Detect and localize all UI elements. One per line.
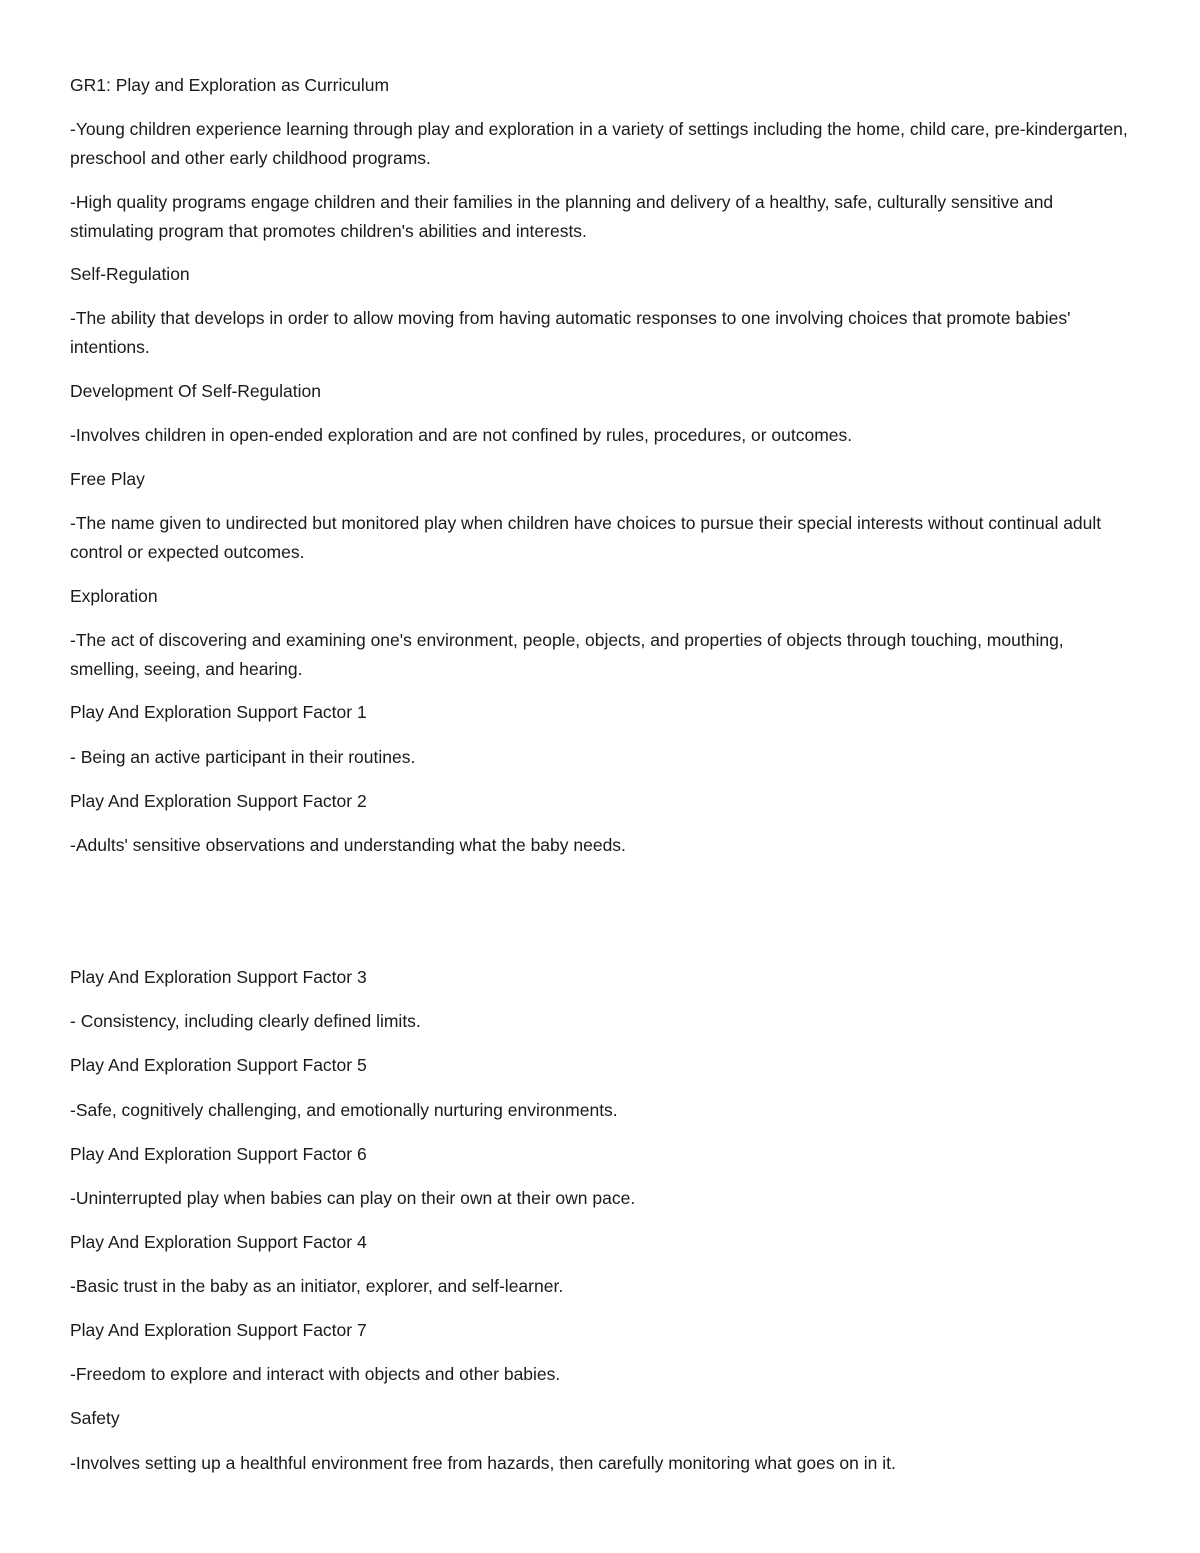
document-title: GR1: Play and Exploration as Curriculum (70, 75, 390, 95)
term-heading: Play And Exploration Support Factor 6 (70, 1144, 367, 1164)
paragraph: -Safe, cognitively challenging, and emotionally nurturing environments. (70, 1100, 618, 1120)
paragraph: -Freedom to explore and interact with objects and other babies. (70, 1364, 561, 1384)
paragraph: -The ability that develops in order to allow moving from having automatic responses to one involving choices that promote babies' intentions. (70, 308, 1071, 357)
paragraph: -Basic trust in the baby as an initiator, explorer, and self-learner. (70, 1276, 564, 1296)
paragraph: -Young children experience learning through play and exploration in a variety of settings including the home, child care, pre-kindergarten, preschool and other early childhood programs. (70, 119, 1128, 168)
term-heading: Free Play (70, 469, 145, 489)
term-heading: Development Of Self-Regulation (70, 381, 321, 401)
paragraph: -High quality programs engage children and their families in the planning and delivery of a healthy, safe, culturally sensitive and stimulating program that promotes children's abilities and interests. (70, 192, 1054, 241)
paragraph: -The act of discovering and examining one's environment, people, objects, and properties of objects through touching, mouthing, smelling, seeing, and hearing. (70, 630, 1064, 679)
paragraph: - Being an active participant in their routines. (70, 747, 416, 767)
term-heading: Safety (70, 1408, 120, 1428)
term-heading: Exploration (70, 586, 158, 606)
term-heading: Play And Exploration Support Factor 7 (70, 1320, 367, 1340)
paragraph: -Involves setting up a healthful environment free from hazards, then carefully monitoring what goes on in it. (70, 1453, 896, 1473)
term-heading: Play And Exploration Support Factor 5 (70, 1055, 367, 1075)
term-heading: Play And Exploration Support Factor 1 (70, 702, 367, 722)
term-heading: Self-Regulation (70, 264, 190, 284)
term-heading: Play And Exploration Support Factor 4 (70, 1232, 367, 1252)
paragraph: -The name given to undirected but monitored play when children have choices to pursue their special interests without continual adult control or expected outcomes. (70, 513, 1102, 562)
term-heading: Play And Exploration Support Factor 3 (70, 967, 367, 987)
paragraph: -Adults' sensitive observations and understanding what the baby needs. (70, 835, 626, 855)
term-heading: Play And Exploration Support Factor 2 (70, 791, 367, 811)
paragraph: -Uninterrupted play when babies can play on their own at their own pace. (70, 1188, 636, 1208)
paragraph: - Consistency, including clearly defined limits. (70, 1011, 421, 1031)
paragraph: -Involves children in open-ended exploration and are not confined by rules, procedures, or outcomes. (70, 425, 853, 445)
